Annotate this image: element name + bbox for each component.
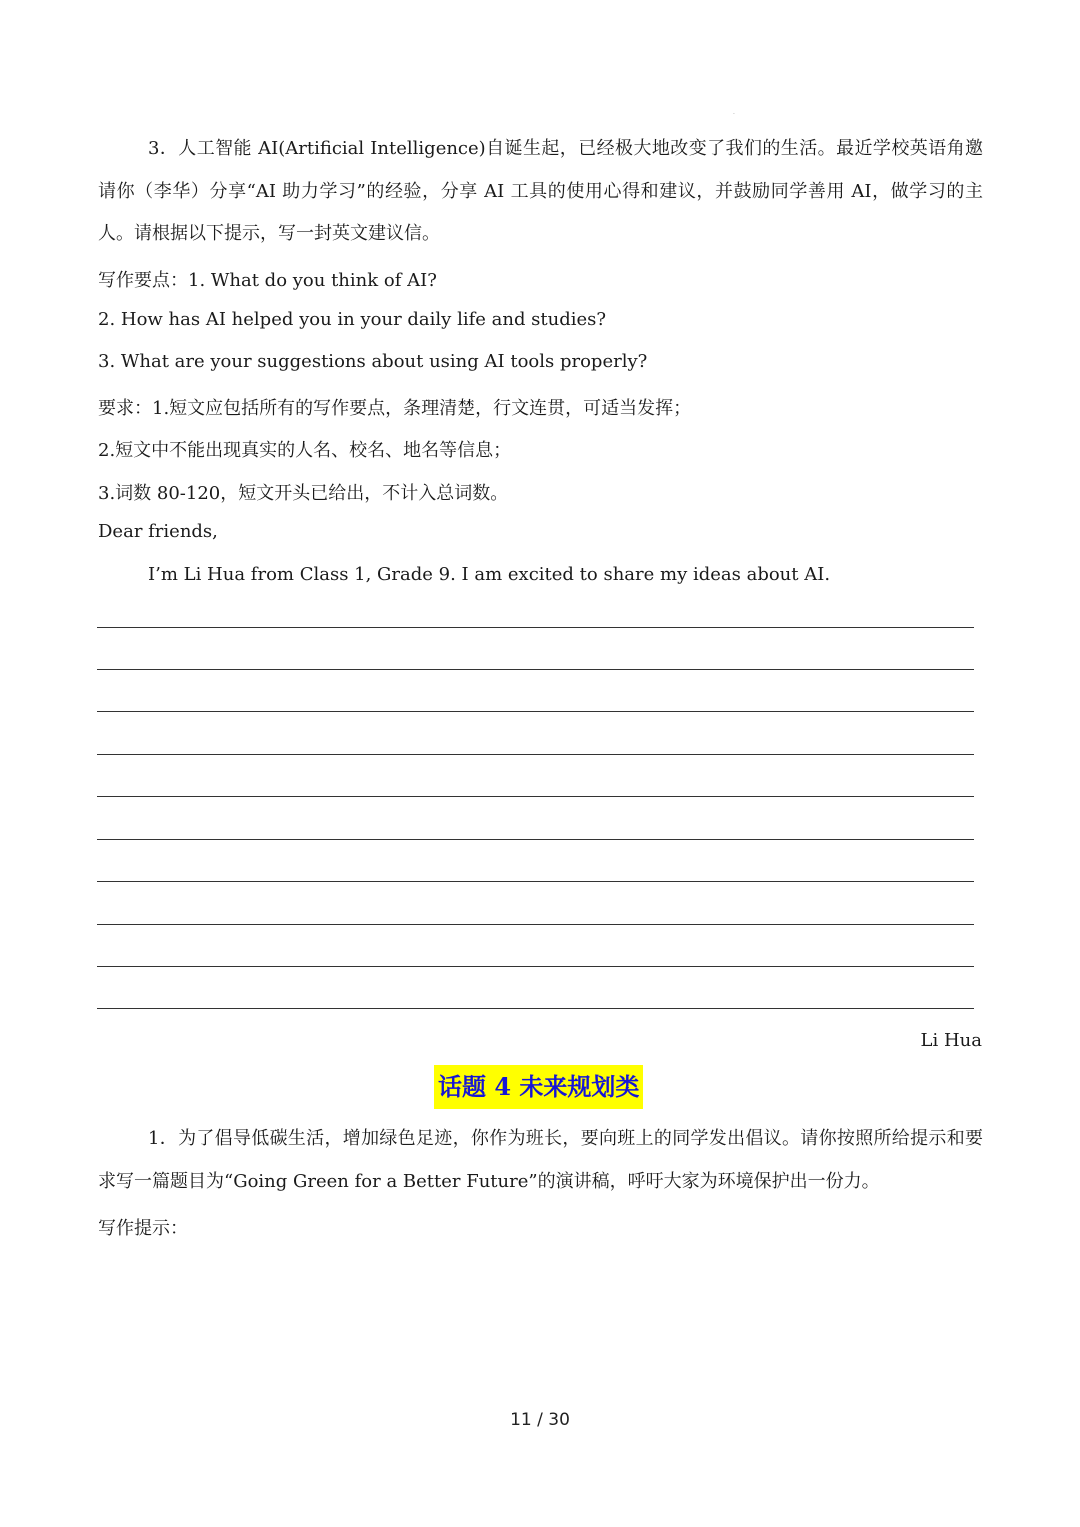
- answer-line[interactable]: [97, 796, 974, 797]
- answer-line[interactable]: [97, 754, 974, 755]
- task3-prompt: [98, 128, 983, 256]
- task3-number: 3．: [148, 138, 179, 159]
- answer-line[interactable]: [97, 627, 974, 628]
- letter-signature: Li Hua: [920, 1030, 982, 1051]
- page-number: 11 / 30: [510, 1410, 570, 1430]
- writing-point-1-text: 1. What do you think of AI?: [188, 270, 437, 291]
- task1-prompt-text: 为了倡导低碳生活，增加绿色足迹，你作为班长，要向班上的同学发出倡议。请你按照所给提示和要求写一篇题目为“Going Green for a Better Future”的演讲稿，呼吁大家为环境保护出一份力。: [98, 1128, 984, 1192]
- answer-line[interactable]: [97, 839, 974, 840]
- task3-prompt-text: 人工智能 AI(Artificial Intelligence)自诞生起，已经极大地改变了我们的生活。最近学校英语角邀请你（李华）分享“AI 助力学习”的经验，分享 AI 工具的使用心得和建议，并鼓励同学善用 AI，做学习的主人。请根据以下提示，写一封英文建议信。: [98, 138, 983, 244]
- requirement-1: [98, 394, 691, 420]
- requirements-label: 要求：: [98, 398, 152, 419]
- requirement-2: 2.短文中不能出现真实的人名、校名、地名等信息；: [98, 440, 512, 461]
- answer-line[interactable]: [97, 1008, 974, 1009]
- task1-number: 1．: [148, 1128, 179, 1149]
- answer-line[interactable]: [97, 711, 974, 712]
- writing-point-1: [98, 266, 437, 292]
- topic-heading: 话题 4 未来规划类: [434, 1065, 643, 1109]
- task1-prompt: [98, 1118, 983, 1203]
- answer-line[interactable]: [97, 881, 974, 882]
- writing-points-label: 写作要点：: [98, 270, 188, 291]
- writing-point-2: 2. How has AI helped you in your daily life and studies?: [98, 309, 607, 330]
- answer-line[interactable]: [97, 924, 974, 925]
- requirement-1-text: 1.短文应包括所有的写作要点，条理清楚，行文连贯，可适当发挥；: [152, 398, 692, 419]
- requirement-3: 3.词数 80-120，短文开头已给出，不计入总词数。: [98, 483, 509, 504]
- scan-mark: ·: [733, 111, 735, 118]
- letter-salutation: Dear friends,: [98, 521, 218, 542]
- writing-hints-label: 写作提示：: [98, 1218, 188, 1239]
- letter-opening: I’m Li Hua from Class 1, Grade 9. I am excited to share my ideas about AI.: [148, 564, 831, 585]
- answer-line[interactable]: [97, 966, 974, 967]
- answer-line[interactable]: [97, 669, 974, 670]
- writing-point-3: 3. What are your suggestions about using AI tools properly?: [98, 351, 648, 372]
